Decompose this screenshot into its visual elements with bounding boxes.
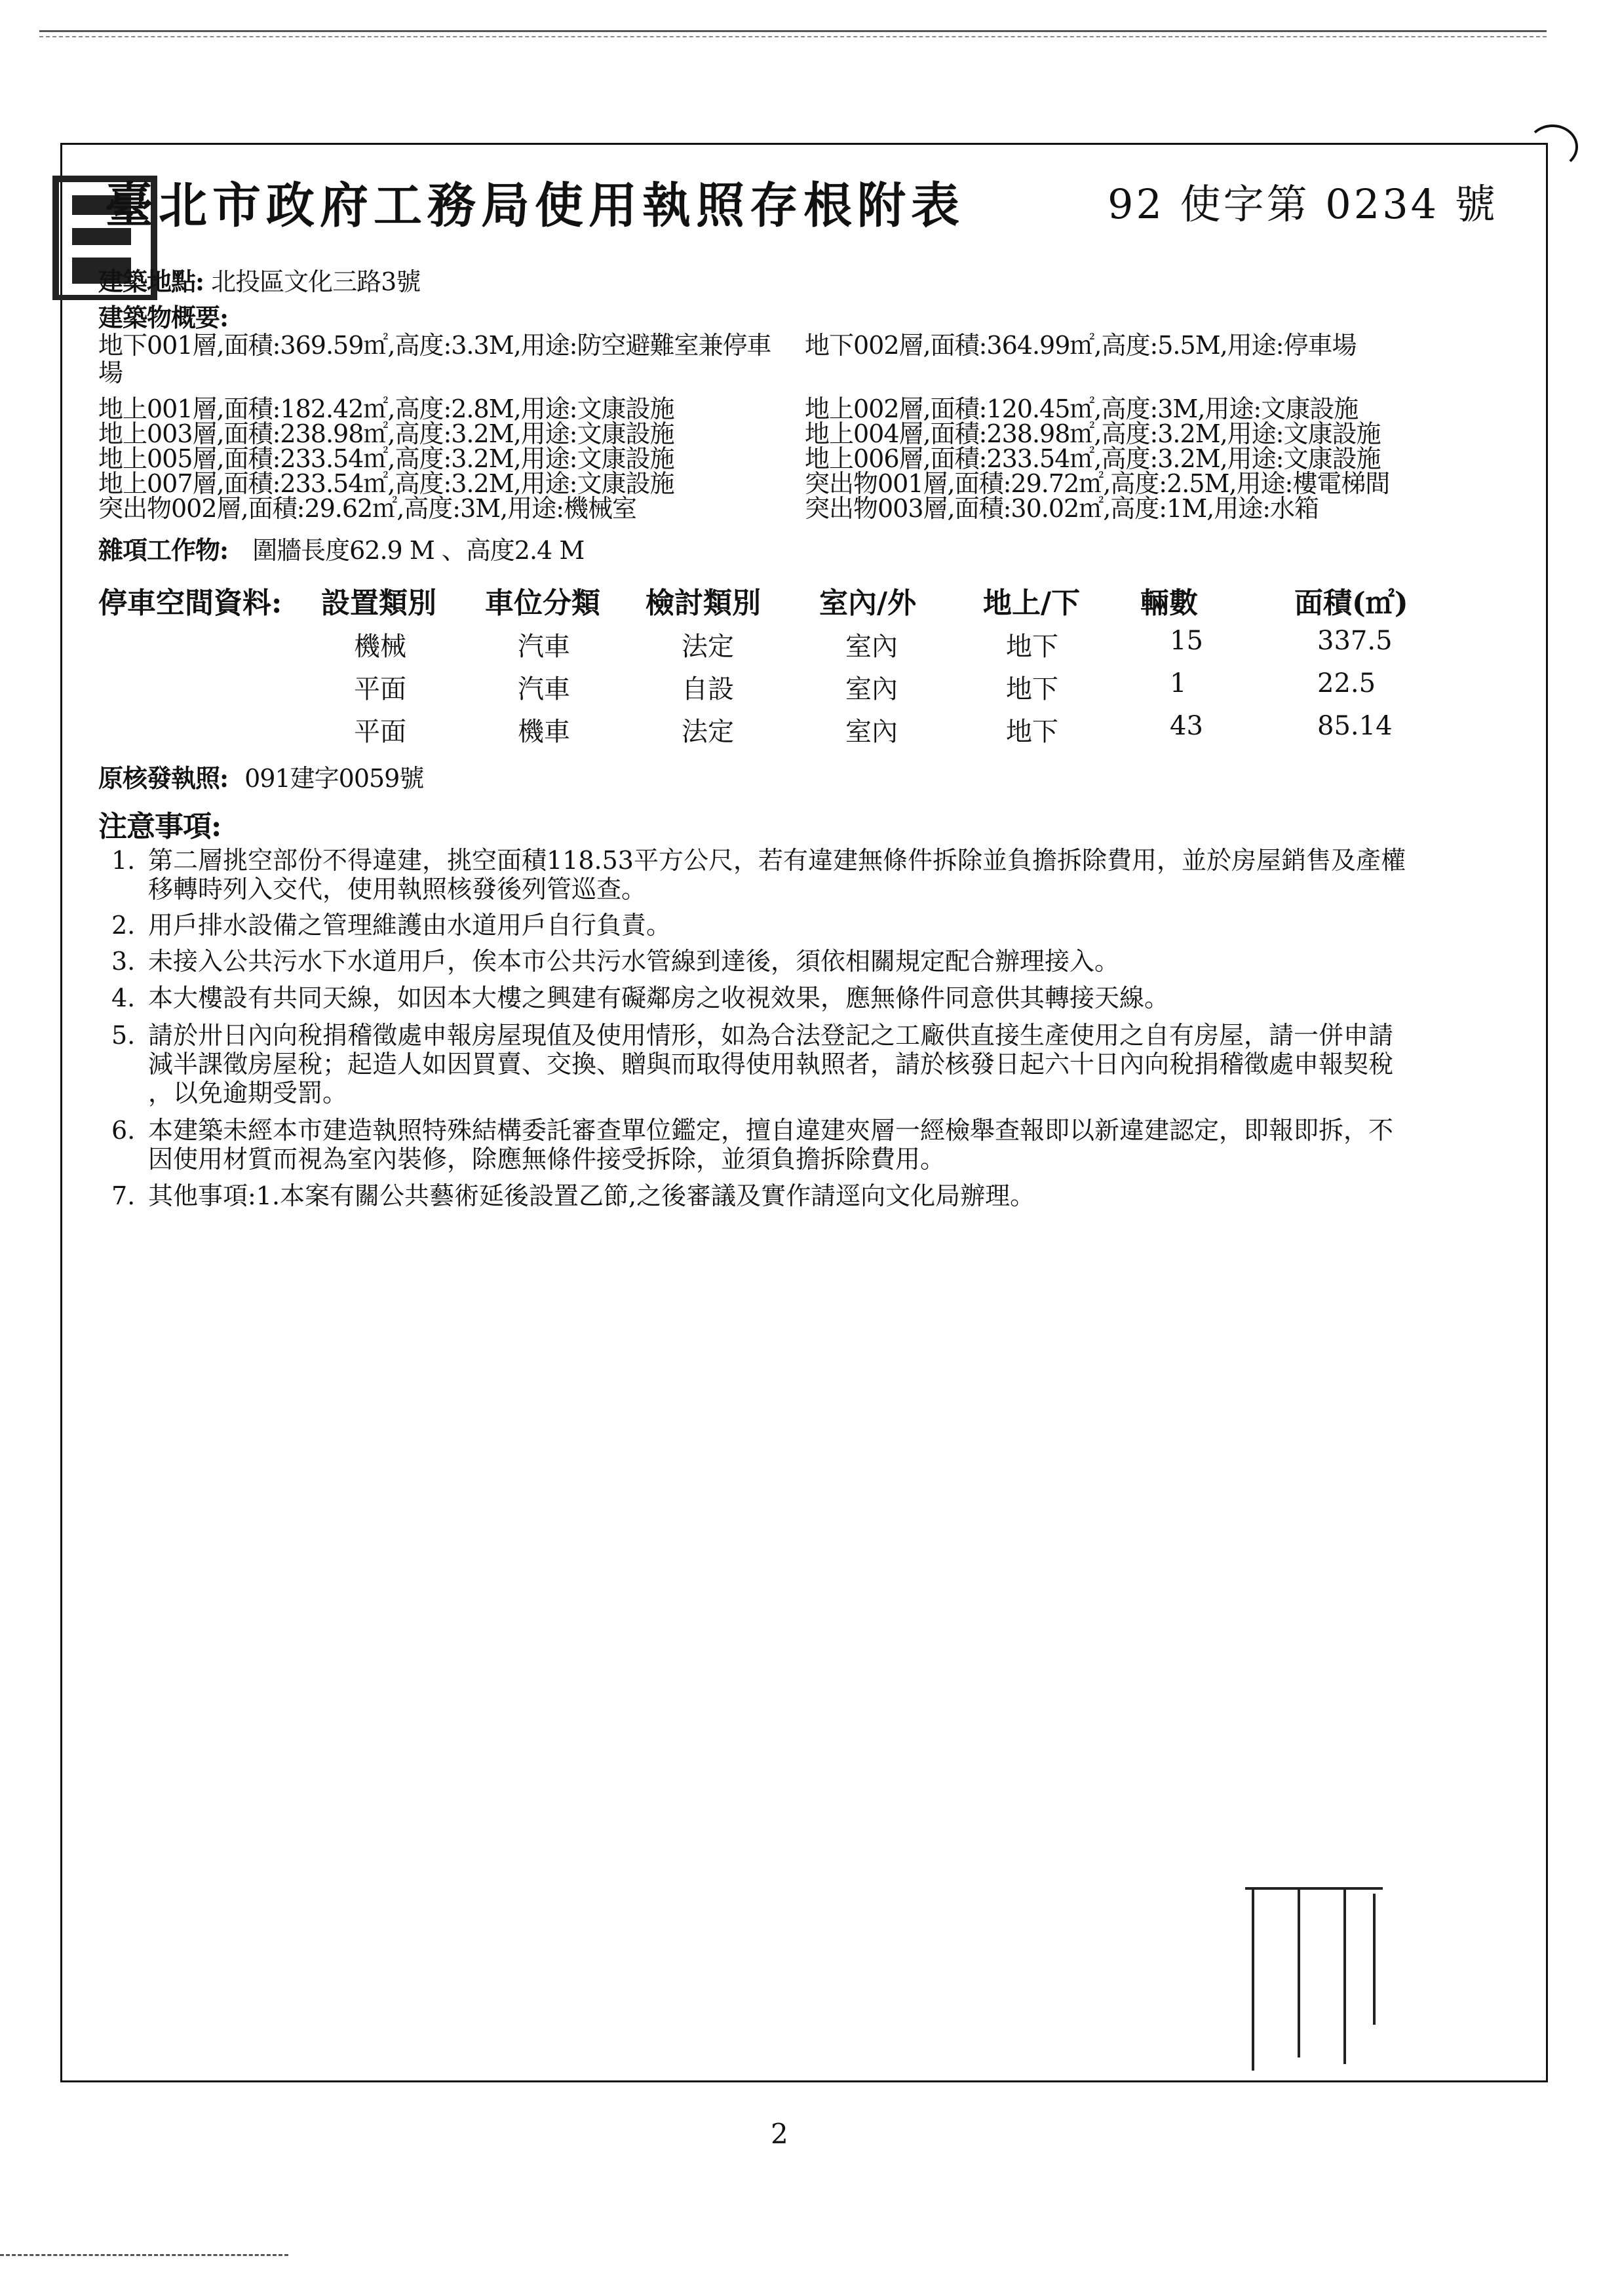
- parking-header-type: 設置類別: [321, 586, 436, 620]
- note-2: [111, 912, 671, 938]
- note-text: 未接入公共污水下水道用戶，俟本市公共污水管線到達後，須依相關規定配合辦理接入。: [148, 947, 1120, 976]
- parking-cell: 自設: [682, 674, 734, 704]
- original-permit-label: 原核發執照:: [98, 763, 229, 793]
- parking-cell: 室內: [845, 632, 898, 662]
- signature-marks: [1245, 1887, 1383, 2084]
- note-7: [111, 1183, 1035, 1209]
- parking-cell: 法定: [682, 717, 734, 747]
- note-1: [111, 847, 1406, 873]
- parking-header-area: 面積(㎡): [1294, 586, 1408, 620]
- location-row: [98, 269, 420, 295]
- parking-header-class: 車位分類: [485, 586, 600, 620]
- corner-mark: [1527, 124, 1578, 169]
- note-6: [111, 1117, 1393, 1143]
- parking-cell: 85.14: [1317, 711, 1393, 741]
- parking-cell: 機車: [518, 717, 570, 747]
- floor-left-2: 地上003層,面積:238.98㎡,高度:3.2M,用途:文康設施: [98, 419, 674, 448]
- permit-number: 92 使字第 0234 號: [1108, 180, 1498, 228]
- note-5-cont: ，以免逾期受罰。: [148, 1079, 348, 1107]
- location-label: 建築地點:: [98, 267, 204, 296]
- parking-cell: 43: [1170, 711, 1203, 741]
- parking-header-indoor: 室內/外: [819, 586, 917, 620]
- parking-cell: 汽車: [518, 674, 570, 704]
- floor-left-1: 地上001層,面積:182.42㎡,高度:2.8M,用途:文康設施: [98, 394, 674, 423]
- misc-structures-value: 圍牆長度62.9 M 、高度2.4 M: [252, 536, 585, 565]
- page-number: 2: [771, 2118, 788, 2150]
- note-number: 2.: [111, 911, 136, 940]
- parking-header-count: 輛數: [1140, 586, 1198, 620]
- parking-cell: 1: [1170, 668, 1187, 698]
- document-title: 臺北市政府工務局使用執照存根附表: [105, 178, 965, 234]
- floor-right-2: 地上004層,面積:238.98㎡,高度:3.2M,用途:文康設施: [805, 419, 1381, 448]
- parking-cell: 地下: [1006, 632, 1058, 662]
- parking-header-review: 檢討類別: [646, 586, 761, 620]
- misc-structures-label: 雜項工作物:: [98, 535, 229, 565]
- misc-structures-row: [98, 537, 584, 564]
- basement-1-wrap: 場: [98, 358, 123, 387]
- parking-cell: 平面: [354, 674, 406, 704]
- parking-label: 停車空間資料:: [98, 586, 282, 620]
- parking-cell: 地下: [1006, 674, 1058, 704]
- note-5: [111, 1022, 1393, 1048]
- parking-cell: 平面: [354, 717, 406, 747]
- parking-cell: 汽車: [518, 632, 570, 662]
- note-number: 5.: [111, 1021, 136, 1050]
- note-text: 第二層挑空部份不得違建，挑空面積118.53平方公尺，若有違建無條件拆除並負擔拆除費用，並於房屋銷售及產權: [148, 846, 1406, 875]
- parking-cell: 地下: [1006, 717, 1058, 747]
- note-number: 4.: [111, 984, 136, 1012]
- bottom-scan-line: [0, 2254, 288, 2256]
- note-text: 本建築未經本市建造執照特殊結構委託審查單位鑑定，擅自違建夾層一經檢舉查報即以新違建認定，即報即拆，不: [148, 1116, 1394, 1145]
- note-3: [111, 948, 1119, 974]
- parking-cell: 室內: [845, 674, 898, 704]
- note-5-cont: 減半課徵房屋稅；起造人如因買賣、交換、贈與而取得使用執照者，請於核發日起六十日內向稅捐稽徵處申報契稅: [148, 1050, 1394, 1079]
- note-text: 本大樓設有共同天線，如因本大樓之興建有礙鄰房之收視效果，應無條件同意供其轉接天線。: [148, 984, 1170, 1012]
- notes-label: 注意事項:: [98, 810, 222, 843]
- floor-right-5: 突出物003層,面積:30.02㎡,高度:1M,用途:水箱: [805, 494, 1319, 523]
- original-permit-value: 091建字0059號: [244, 764, 424, 793]
- top-scan-line: [39, 30, 1547, 37]
- floor-left-4: 地上007層,面積:233.54㎡,高度:3.2M,用途:文康設施: [98, 469, 674, 498]
- building-overview-label: 建築物概要:: [98, 303, 229, 332]
- note-4: [111, 985, 1169, 1011]
- parking-cell: 室內: [845, 717, 898, 747]
- note-text: 請於卅日內向稅捐稽徵處申報房屋現值及使用情形，如為合法登記之工廠供直接生產使用之自有房屋，請一併申請: [148, 1021, 1394, 1050]
- parking-cell: 機械: [354, 632, 406, 662]
- note-number: 7.: [111, 1181, 136, 1210]
- floor-left-3: 地上005層,面積:233.54㎡,高度:3.2M,用途:文康設施: [98, 444, 674, 473]
- parking-cell: 337.5: [1317, 626, 1393, 656]
- parking-header-level: 地上/下: [983, 586, 1081, 620]
- parking-cell: 法定: [682, 632, 734, 662]
- note-6-cont: 因使用材質而視為室內裝修，除應無條件接受拆除，並須負擔拆除費用。: [148, 1145, 946, 1174]
- note-number: 3.: [111, 947, 136, 976]
- basement-2-line: 地下002層,面積:364.99㎡,高度:5.5M,用途:停車場: [805, 331, 1357, 360]
- parking-cell: 22.5: [1317, 668, 1376, 698]
- floor-right-3: 地上006層,面積:233.54㎡,高度:3.2M,用途:文康設施: [805, 444, 1381, 473]
- floor-left-5: 突出物002層,面積:29.62㎡,高度:3M,用途:機械室: [98, 494, 637, 523]
- note-1-cont: 移轉時列入交代，使用執照核發後列管巡查。: [148, 875, 647, 904]
- original-permit-row: [98, 765, 423, 792]
- note-text: 用戶排水設備之管理維護由水道用戶自行負責。: [148, 911, 672, 940]
- note-number: 6.: [111, 1116, 136, 1145]
- location-value: 北投區文化三路3號: [211, 267, 421, 296]
- floor-right-4: 突出物001層,面積:29.72㎡,高度:2.5M,用途:樓電梯間: [805, 469, 1390, 498]
- parking-cell: 15: [1170, 626, 1203, 656]
- basement-1-line: 地下001層,面積:369.59㎡,高度:3.3M,用途:防空避難室兼停車: [98, 331, 771, 360]
- floor-right-1: 地上002層,面積:120.45㎡,高度:3M,用途:文康設施: [805, 394, 1359, 423]
- note-text: 其他事項:1.本案有關公共藝術延後設置乙節,之後審議及實作請逕向文化局辦理。: [148, 1181, 1035, 1210]
- note-number: 1.: [111, 846, 136, 875]
